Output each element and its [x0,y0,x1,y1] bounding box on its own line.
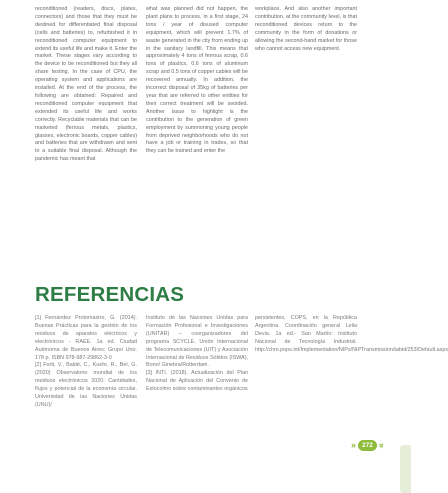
double-chevron-down-icon[interactable]: » [376,442,387,449]
body-column-2: what was planned did not happen, the plant plans to process, in a first stage, 24 tons / year of disused computer equipment, which will prevent 1.7% of waste generated in the city from ending up in the sanitary landfill. This means that approximately 4 tons of ferrous scrap, 0.6 tons of plastics, 0.6 tons of aluminum scrap and 0.5 tons of copper cables will be recovered annually. In addition, the incorrect disposal of 35kg of batteries per year that are referred to other entities for their correct treatment will be avoided. Another issue to highlight is the contribution to the generation of green employment by summoning young people from deprived neighborhoods who do not have a job or training in trades, so that they can be trained and enter the [146,6,248,155]
page-navigation [351,440,387,451]
references-column-2: Instituto de las Naciones Unidas para Formación Profesional e Investigaciones (UNITAR) – coorganizadores del programa SCYCLE, Unión Internacional de Telecomunicaciones (UIT) y Asociación Internacional de Residuos Sólidos (ISWA), Bonn/ Ginebra/Rotterdam. [3] INTI. (2018). Actualización del Plan Nacional de Aplicación del Convenio de Estocolmo sobre contaminantes orgánicos [146,315,248,393]
body-column-3: workplace. And also another important contribution, at the community level, is that reconditioned devices return to the community in the form of donations or allowing the second-hand market for those who cannot access new equipment. [255,6,357,52]
page-number-badge: 272 [358,440,377,451]
references-column-1: [1] Fernández Protomastro, G. (2014). Buenas Prácticas para la gestión de los residuos de aparatos eléctricos y electrónicos - RAEE. 1a ed. Ciudad Autónoma de Buenos Aires: Grupo Uno. 178 p. ISBN 978-987-29862-3-0 [2] Forti, V., Baldé, C., Kuehr, R., Bel, G. (2020) Observatorio mundial de los residuos electrónicos 2020: Cantidades, flujos y potencial de la economía circular. Universidad de las Naciones Unidas (UNU)/ [35,315,137,408]
double-chevron-up-icon[interactable]: » [351,440,357,450]
references-heading: REFERENCIAS [35,283,185,306]
body-column-1: reconditioned (readers, discs, plates, connectors) and those that they must be destined for differentiated final disposal (cells and batteries) to, refurbished it in reconditioned computer equipment to extend its useful life and make it. Enter the market. These stages vary according to the device to be reconditioned but they all share testing. In the case of CPU, the operating system and applications are installed. At the end of the process, the following are obtained: Repaired and reconditioned computer equipment that extended its useful life and works correctly. Recyclable materials that can be marketed (ferrous metals, plastics, glasses, electronic boards, copper cables) and batteries that are withdrawn and sent to a suitable final disposal. Although the pandemic has meant that [35,6,137,163]
side-edge-tab [400,445,411,493]
references-column-3: persistentes, COPS, en la República Argentina. Coordinación general Lelia Devia. 1a ed.- San Martín: Instituto Nacional de Tecnología Industrial. http://chm.pops.int/Implementation/NIPs/NIPTransmission/tabid/253/Default.aspx [255,315,448,353]
